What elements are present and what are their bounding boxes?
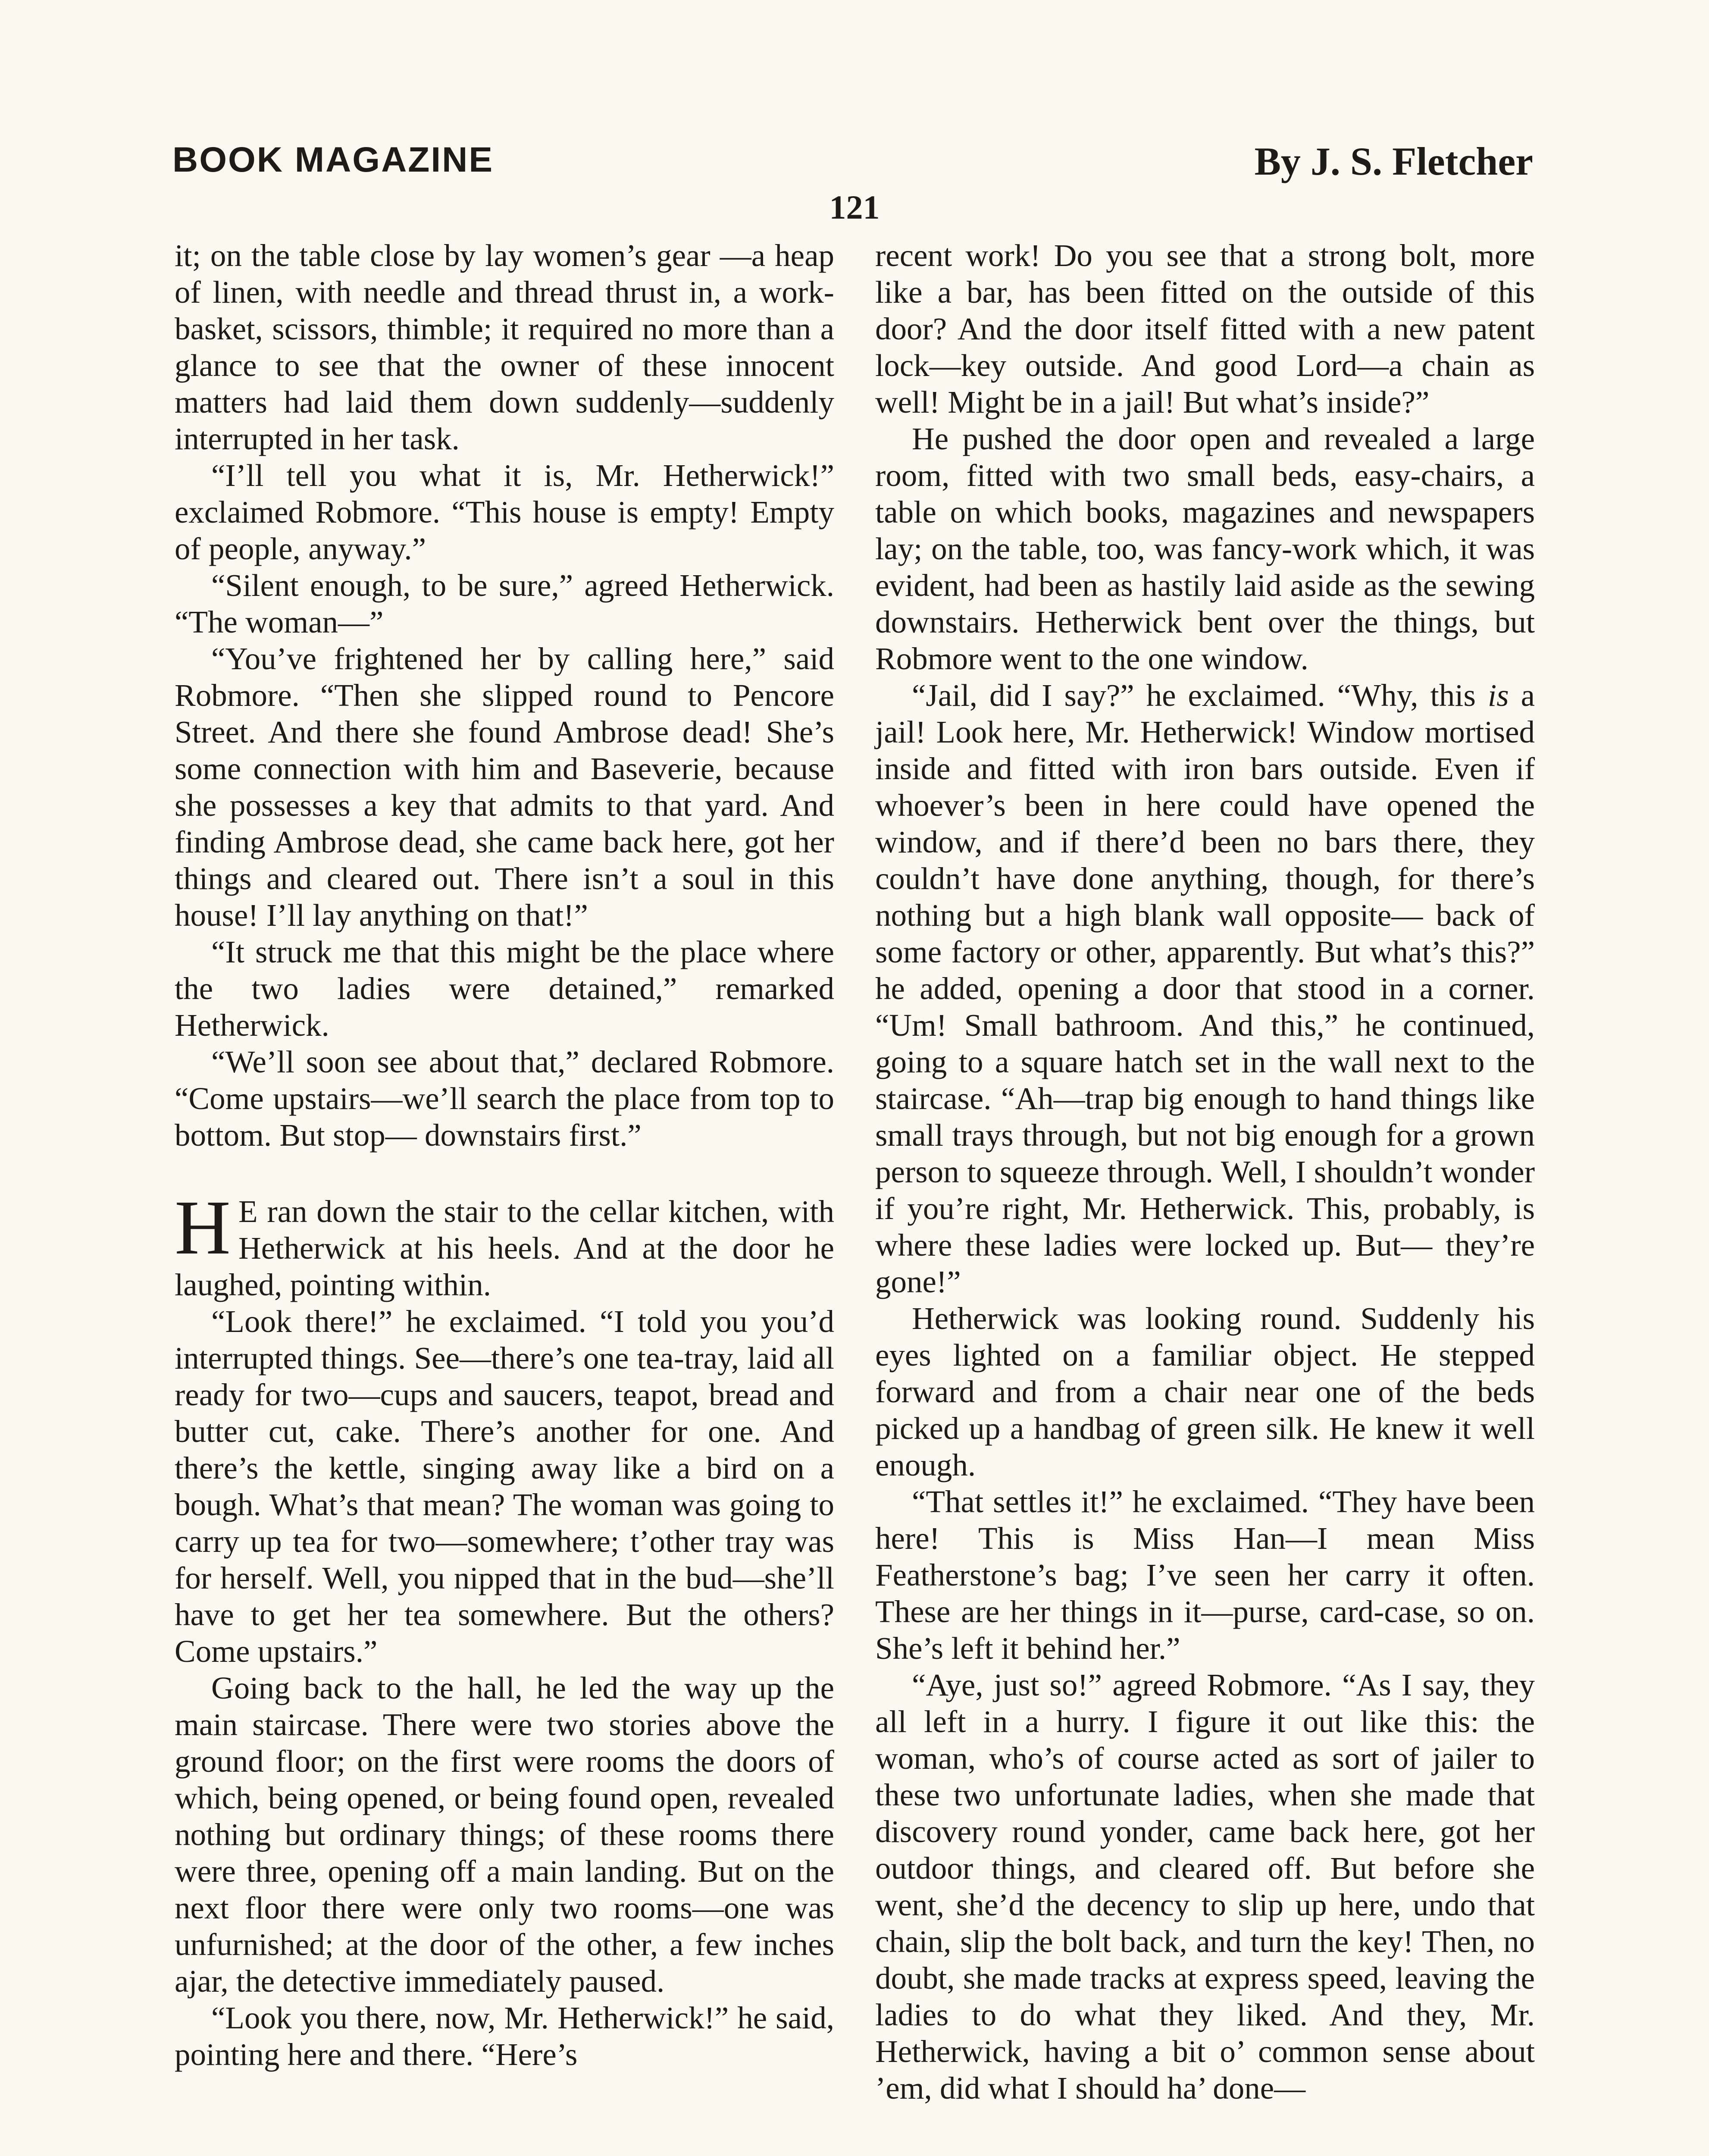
paragraph: Going back to the hall, he led the way up the main staircase. There were two stories above the ground floor; on the first were rooms the doors of which, being opened, or being found open, revealed nothing but ordinary things; of these rooms there were three, opening off a main landing. But on the next floor there were only two rooms—one was unfurnished; at the door of the other, a few inches ajar, the detective immediately paused. (175, 1670, 834, 1999)
right-text-column (875, 237, 1535, 2106)
paragraph: “We’ll soon see about that,” declared Robmore. “Come upstairs—we’ll search the place from top to bottom. But stop— downstairs first.” (175, 1044, 834, 1153)
paragraph: “It struck me that this might be the place where the two ladies were detained,” remarked Hetherwick. (175, 934, 834, 1043)
section-opening-paragraph (175, 1185, 834, 1303)
paragraph: “I’ll tell you what it is, Mr. Hetherwick!” exclaimed Robmore. “This house is empty! Empty of people, anyway.” (175, 458, 834, 566)
page-number: 121 (829, 188, 880, 226)
paragraph-text: “Jail, did I say?” he exclaimed. “Why, this (912, 678, 1488, 713)
running-head-magazine: BOOK MAGAZINE (172, 140, 494, 179)
paragraph-text: E ran down the stair to the cellar kitchen, with Hetherwick at his heels. And at the door he laughed, pointing within. (175, 1194, 834, 1302)
paragraph: it; on the table close by lay women’s gear —a heap of linen, with needle and thread thrust in, a work-basket, scissors, thimble; it required no more than a glance to see that the owner of these innocent matters had laid them down suddenly—suddenly interrupted in her task. (175, 238, 834, 456)
paragraph-text: a jail! Look here, Mr. Hetherwick! Window mortised inside and fitted with iron bars outside. Even if whoever’s been in here could have opened the window, and if there’d been no bars there, they couldn’t have done anything, though, for there’s nothing but a high blank wall opposite— back of some factory or other, apparently. But what’s this?” he added, opening a door that stood in a corner. “Um! Small bathroom. And this,” he continued, going to a square hatch set in the wall next to the staircase. “Ah—trap big enough to hand things like small trays through, but not big enough for a grown person to squeeze through. Well, I shouldn’t wonder if you’re right, Mr. Hetherwick. This, probably, is where these ladies were locked up. But— they’re gone!” (875, 678, 1535, 1299)
paragraph: “Aye, just so!” agreed Robmore. “As I say, they all left in a hurry. I figure it out like this: the woman, who’s of course acted as sort of jailer to these two unfortunate ladies, when she made that discovery round yonder, came back here, got her outdoor things, and cleared off. But before she went, she’d the decency to slip up here, undo that chain, slip the bolt back, and turn the key! Then, no doubt, she made tracks at express speed, leaving the ladies to do what they liked. And they, Mr. Hetherwick, having a bit o’ common sense about ’em, did what I should ha’ done— (875, 1667, 1535, 2106)
paragraph: “Look there!” he exclaimed. “I told you you’d interrupted things. See—there’s one tea-tray, laid all ready for two—cups and saucers, teapot, bread and butter cut, cake. There’s another for one. And there’s the kettle, singing away like a bird on a bough. What’s that mean? The woman was going to carry up tea for two—somewhere; t’other tray was for herself. Well, you nipped that in the bud—she’ll have to get her tea somewhere. But the others? Come upstairs.” (175, 1304, 834, 1669)
paragraph: “Look you there, now, Mr. Hetherwick!” he said, pointing here and there. “Here’s (175, 2000, 834, 2072)
paragraph: “Silent enough, to be sure,” agreed Hetherwick. “The woman—” (175, 568, 834, 639)
paragraph (875, 677, 1535, 1300)
paragraph: “You’ve frightened her by calling here,” said Robmore. “Then she slipped round to Pencore Street. And there she found Ambrose dead! She’s some connection with him and Baseverie, because she possesses a key that admits to that yard. And finding Ambrose dead, she came back here, got her things and cleared out. There isn’t a soul in this house! I’ll lay anything on that!” (175, 641, 834, 933)
emphasis-text: is (1487, 678, 1509, 713)
paragraph: recent work! Do you see that a strong bolt, more like a bar, has been fitted on the outside of this door? And the door itself fitted with a new patent lock—key outside. And good Lord—a chain as well! Might be in a jail! But what’s inside?” (875, 238, 1535, 420)
paragraph: He pushed the door open and revealed a large room, fitted with two small beds, easy-chairs, a table on which books, magazines and newspapers lay; on the table, too, was fancy-work which, it was evident, had been as hastily laid aside as the sewing downstairs. Hetherwick bent over the things, but Robmore went to the one window. (875, 421, 1535, 676)
paragraph: “That settles it!” he exclaimed. “They have been here! This is Miss Han—I mean Miss Featherstone’s bag; I’ve seen her carry it often. These are her things in it—purse, card-case, so on. She’s left it behind her.” (875, 1484, 1535, 1666)
running-head-byline: By J. S. Fletcher (1254, 139, 1533, 183)
drop-cap: H (175, 1185, 231, 1270)
left-text-column (175, 237, 834, 2073)
paragraph: Hetherwick was looking round. Suddenly his eyes lighted on a familiar object. He stepped forward and from a chair near one of the beds picked up a handbag of green silk. He knew it well enough. (875, 1301, 1535, 1482)
